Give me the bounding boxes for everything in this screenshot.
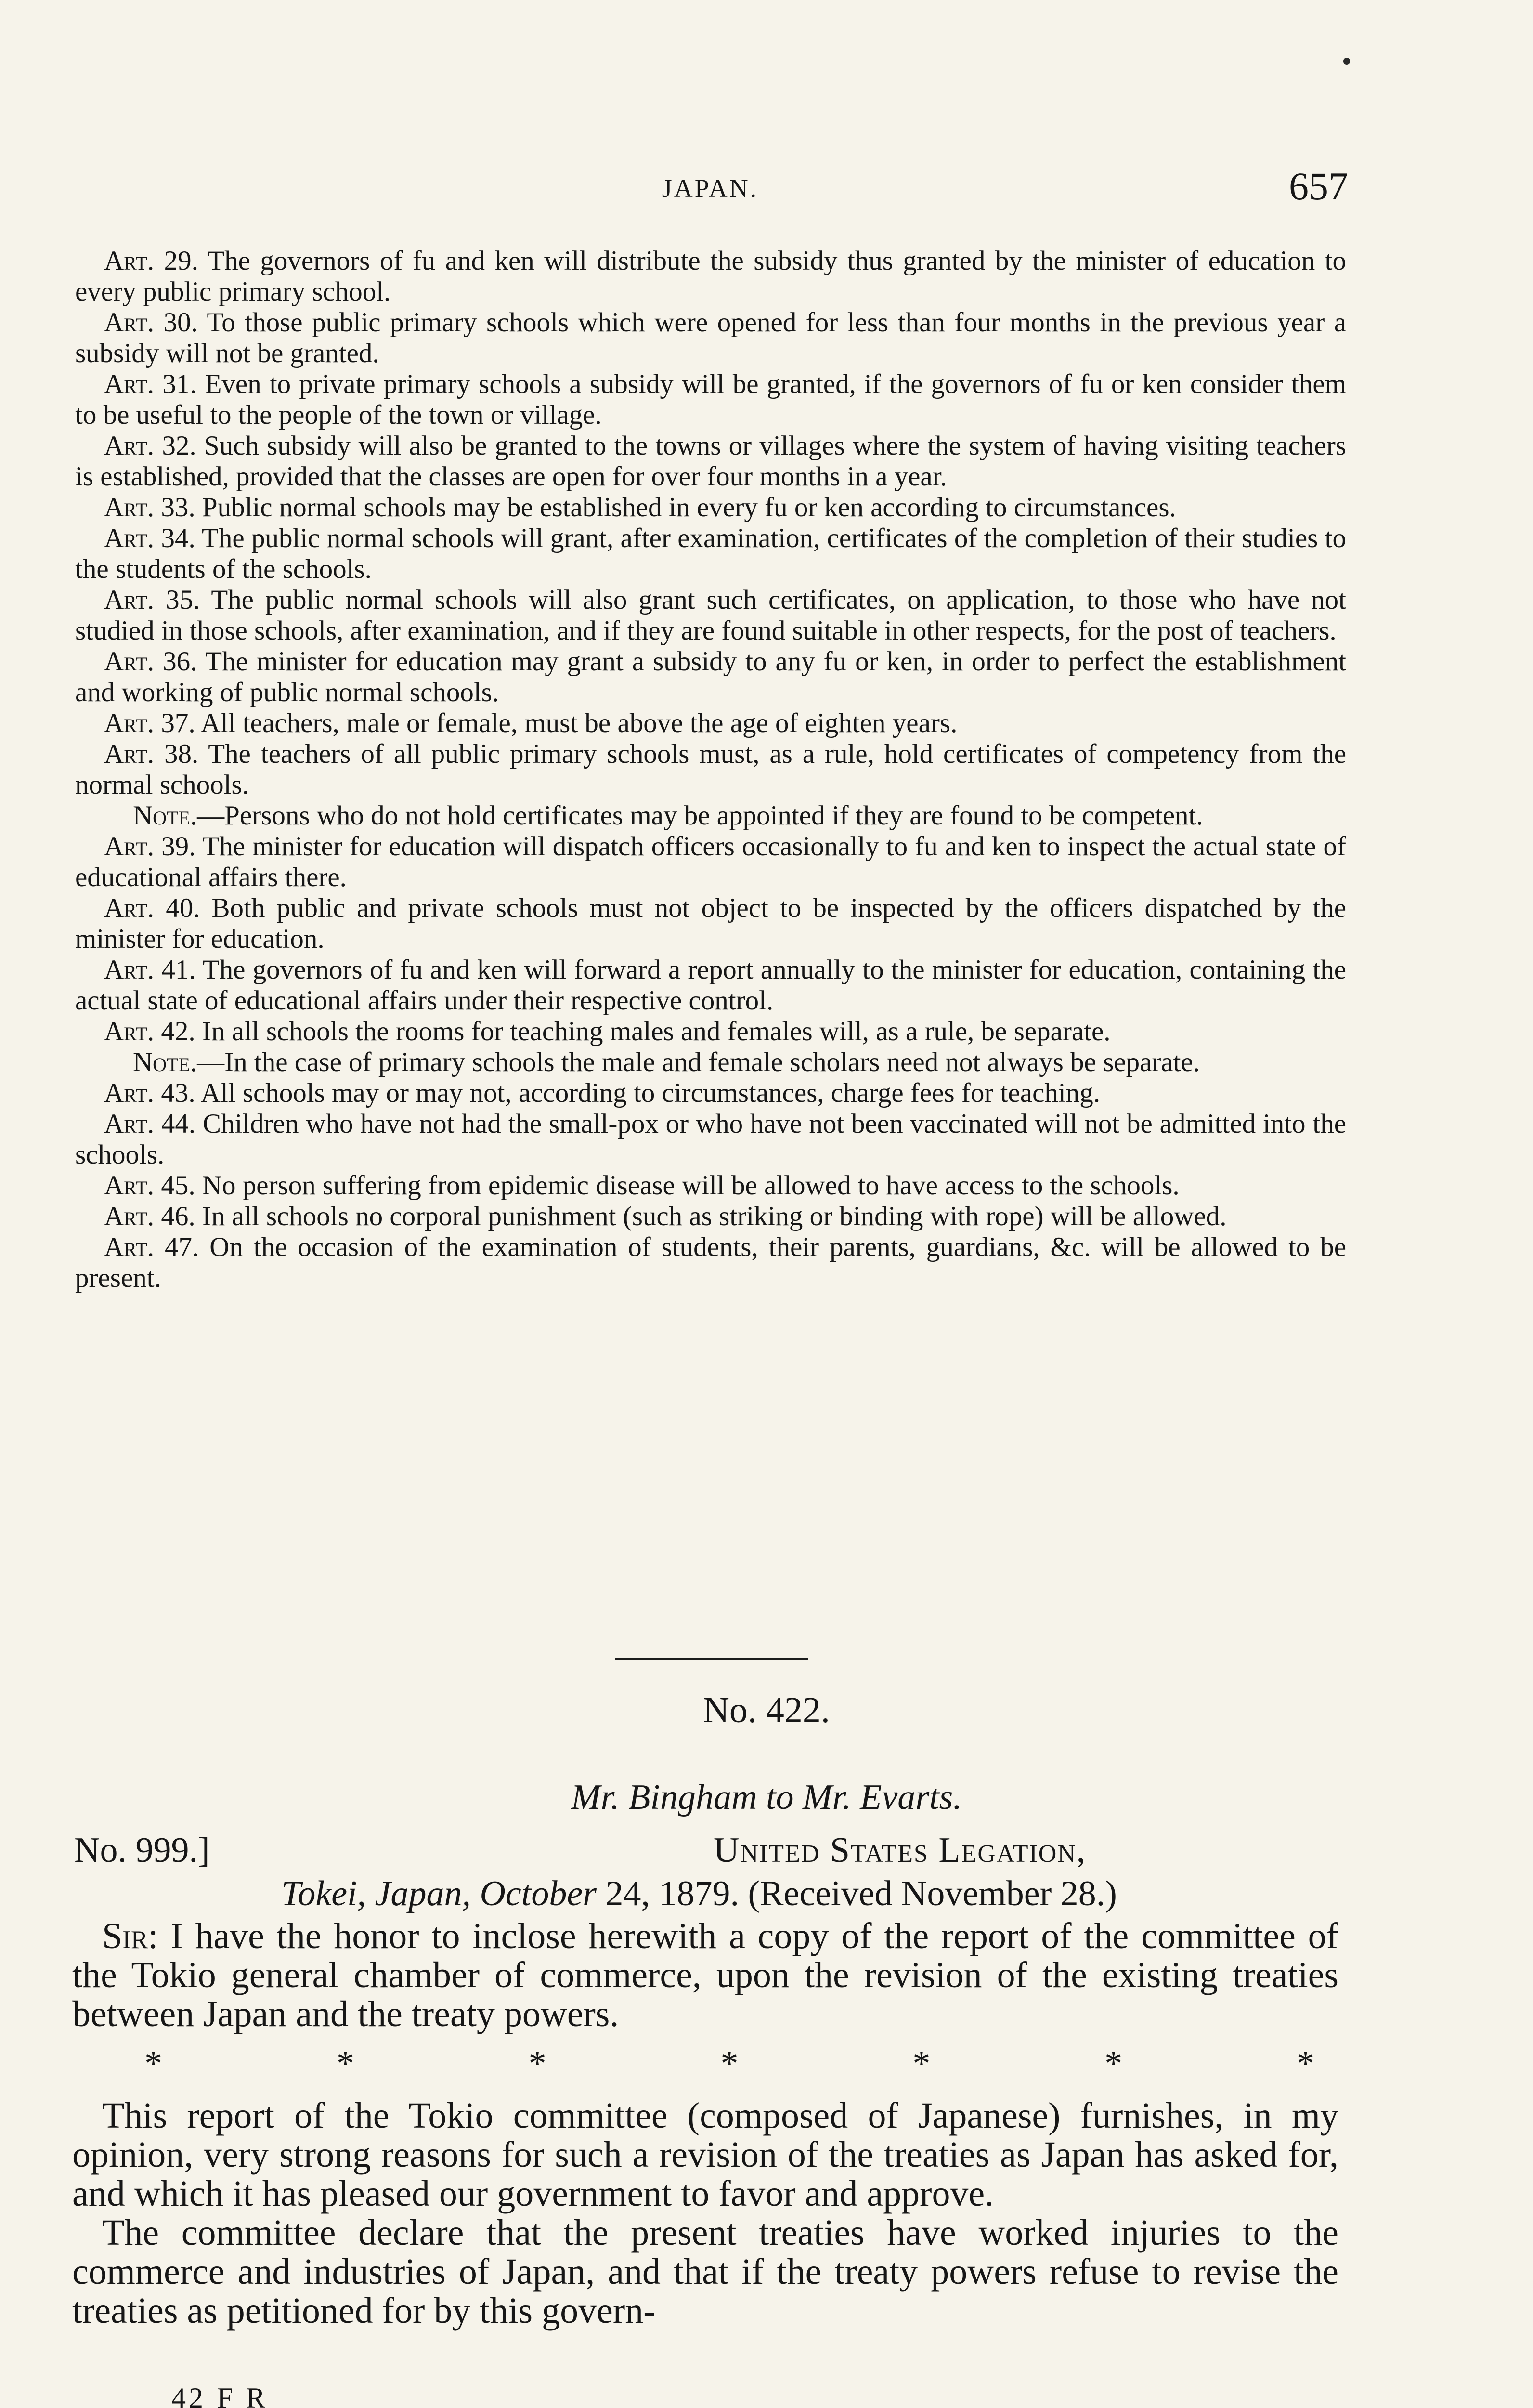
- article-lead: Art. 47.: [104, 1232, 199, 1262]
- article-paragraph: [75, 1016, 1346, 1047]
- legation-heading: United States Legation,: [714, 1831, 1087, 1870]
- article-paragraph: [75, 893, 1346, 955]
- article-paragraph: [75, 955, 1346, 1016]
- printer-signature: [171, 2379, 268, 2408]
- article-text: The public normal schools will also grant such certificates, on application, to those who have not studied in those schools, after examination, and if they are found suitable in other respects, for the post of teachers.: [75, 585, 1347, 646]
- letter-number: No. 422.: [703, 1690, 830, 1730]
- article-paragraph: [75, 1232, 1346, 1294]
- article-text: On the occasion of the examination of students, their parents, guardians, &c. will be allowed to be present.: [75, 1232, 1347, 1293]
- article-text: Public normal schools may be established in every fu or ken according to circumstances.: [195, 492, 1176, 523]
- article-paragraph: [75, 523, 1346, 585]
- articles-section: [75, 246, 1346, 1294]
- article-text: In all schools the rooms for teaching males and females will, as a rule, be separate.: [195, 1016, 1111, 1047]
- dateline: [281, 1873, 1117, 1914]
- article-lead: Art. 45.: [104, 1170, 195, 1201]
- article-text: Such subsidy will also be granted to the towns or villages where the system of having visiting teachers is established, provided that the classes are open for over four months in a year.: [75, 431, 1346, 492]
- article-text: Even to private primary schools a subsidy will be granted, if the governors of fu or ken consider them to be useful to the people of the town or village.: [75, 369, 1346, 430]
- article-lead: Art. 46.: [104, 1201, 195, 1231]
- article-text: The minister for education may grant a subsidy to any fu or ken, in order to perfect the establishment and working of public normal schools.: [75, 646, 1347, 707]
- star: *: [528, 2044, 546, 2083]
- article-paragraph: [75, 1078, 1346, 1109]
- article-text: In all schools no corporal punishment (such as striking or binding with rope) will be allowed.: [195, 1201, 1227, 1231]
- article-text: To those public primary schools which were opened for less than four months in the previous year a subsidy will not be granted.: [75, 307, 1347, 368]
- article-paragraph: [75, 708, 1346, 739]
- article-lead: Art. 43.: [104, 1078, 195, 1108]
- article-text: Children who have not had the small-pox or who have not been vaccinated will not be admitted into the schools.: [75, 1109, 1346, 1170]
- article-lead: Art. 32.: [104, 431, 196, 461]
- letter-body: [72, 1917, 1338, 2330]
- letter-title: Mr. Bingham to Mr. Evarts.: [571, 1778, 962, 1817]
- article-note: [75, 1047, 1346, 1078]
- article-lead: Art. 35.: [104, 585, 200, 615]
- article-lead: Art. 41.: [104, 955, 196, 985]
- article-lead: Art. 37.: [104, 708, 195, 738]
- article-paragraph: [75, 646, 1346, 708]
- article-lead: Note.: [133, 1047, 197, 1077]
- star: *: [144, 2044, 162, 2083]
- dispatch-number: No. 999.]: [74, 1831, 210, 1870]
- article-text: All schools may or may not, according to circumstances, charge fees for teaching.: [195, 1078, 1100, 1108]
- article-note: [75, 800, 1346, 831]
- salutation: Sir: [102, 1916, 148, 1956]
- star: *: [1296, 2044, 1314, 2083]
- article-lead: Art. 31.: [104, 369, 197, 399]
- star: *: [720, 2044, 739, 2083]
- article-paragraph: [75, 739, 1346, 800]
- letter-paragraph: The committee declare that the present treaties have worked injuries to the commerce and industries of Japan, and that if the treaty powers refuse to revise the treaties as petitioned for by this govern-: [72, 2212, 1338, 2331]
- article-paragraph: [75, 831, 1346, 893]
- article-paragraph: [75, 492, 1346, 523]
- article-lead: Art. 36.: [104, 646, 197, 677]
- article-text: —Persons who do not hold certificates may be appointed if they are found to be competent.: [197, 800, 1203, 831]
- article-lead: Art. 39.: [104, 831, 196, 862]
- article-paragraph: [75, 246, 1346, 307]
- article-text: The minister for education will dispatch officers occasionally to fu and ken to inspect the actual state of educational affairs there.: [75, 831, 1347, 892]
- section-divider: [615, 1658, 808, 1660]
- article-paragraph: [75, 431, 1346, 492]
- article-paragraph: [75, 585, 1346, 646]
- article-lead: Art. 38.: [104, 739, 199, 769]
- article-paragraph: [75, 1201, 1346, 1232]
- star: *: [1104, 2044, 1123, 2083]
- dateline-month: October: [480, 1874, 597, 1913]
- article-lead: Art. 33.: [104, 492, 195, 523]
- article-text: The governors of fu and ken will distribute the subsidy thus granted by the minister of education to every public primary school.: [75, 246, 1347, 307]
- page-header: [72, 159, 1348, 217]
- dateline-place: Tokei, Japan,: [281, 1874, 471, 1913]
- signature-number: 42: [171, 2382, 206, 2408]
- article-paragraph: [75, 1170, 1346, 1201]
- omission-stars: [72, 2044, 1338, 2083]
- article-lead: Art. 34.: [104, 523, 195, 553]
- dateline-date: 24, 1879. (Received November 28.): [596, 1874, 1117, 1913]
- article-text: Both public and private schools must not object to be inspected by the officers dispatched by the minister for education.: [75, 893, 1346, 954]
- article-lead: Art. 30.: [104, 307, 198, 338]
- star: *: [912, 2044, 931, 2083]
- article-text: No person suffering from epidemic disease will be allowed to have access to the schools.: [195, 1170, 1180, 1201]
- article-paragraph: [75, 369, 1346, 431]
- star: *: [336, 2044, 354, 2083]
- letter-paragraph: This report of the Tokio committee (composed of Japanese) furnishes, in my opinion, very strong reasons for such a revision of the treaties as Japan has asked for, and which it has pleased our government to favor and approve.: [72, 2095, 1338, 2214]
- page-number: 657: [1289, 164, 1348, 208]
- article-text: The public normal schools will grant, after examination, certificates of the completion of their studies to the students of the schools.: [75, 523, 1346, 584]
- article-lead: Note.: [133, 800, 197, 831]
- article-paragraph: [75, 307, 1346, 369]
- running-title: JAPAN.: [662, 174, 759, 203]
- article-text: All teachers, male or female, must be above the age of eighten years.: [195, 708, 958, 738]
- article-lead: Art. 40.: [104, 893, 200, 923]
- article-text: —In the case of primary schools the male and female scholars need not always be separate.: [197, 1047, 1200, 1077]
- article-lead: Art. 42.: [104, 1016, 195, 1047]
- letter-paragraph: Sir: I have the honor to inclose herewith a copy of the report of the committee of the Tokio general chamber of commerce, upon the revision of the existing treaties between Japan and the treaty powers.: [72, 1916, 1338, 2034]
- article-paragraph: [75, 1109, 1346, 1170]
- signature-letters: F R: [217, 2382, 268, 2408]
- article-lead: Art. 44.: [104, 1109, 196, 1139]
- scan-speck: [1343, 58, 1350, 65]
- article-lead: Art. 29.: [104, 246, 198, 276]
- article-text: The teachers of all public primary schools must, as a rule, hold certificates of competency from the normal schools.: [75, 739, 1347, 800]
- article-text: The governors of fu and ken will forward a report annually to the minister for education, containing the actual state of educational affairs under their respective control.: [75, 955, 1347, 1016]
